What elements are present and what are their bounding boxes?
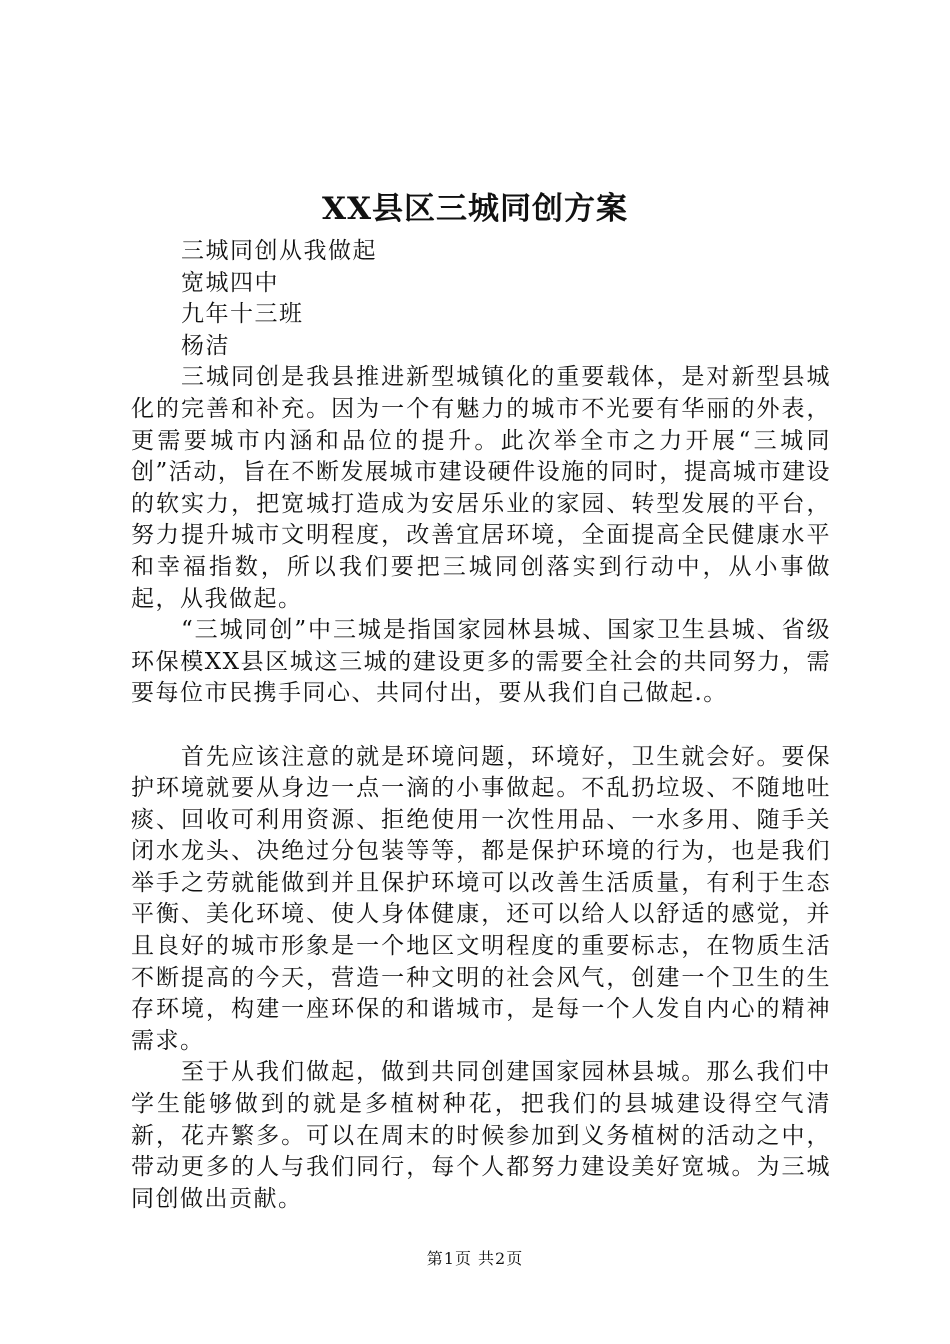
document-body	[131, 236, 831, 1215]
document-title: XX县区三城同创方案	[321, 191, 629, 227]
intro-line-school: 宽城四中	[181, 269, 279, 296]
intro-line-subtitle: 三城同创从我做起	[181, 238, 377, 264]
blank-line	[131, 710, 831, 742]
intro-line-author: 杨洁	[181, 332, 230, 359]
paragraph-3: 首先应该注意的就是环境问题，环境好，卫生就会好。要保护环境就要从身边一点一滴的小事做起。不乱扔垃圾、不随地吐痰、回收可利用资源、拒绝使用一次性用品、一水多用、随手关闭水龙头、决绝过分包装等等，都是保护环境的行为，也是我们举手之劳就能做到并且保护环境可以改善生活质量，有利于生态平衡、美化环境、使人身体健康，还可以给人以舒适的感觉，并且良好的城市形象是一个地区文明程度的重要标志，在物质生活不断提高的今天，营造一种文明的社会风气，创建一个卫生的生存环境，构建一座环保的和谐城市，是每一个人发自内心的精神需求。	[131, 743, 831, 1054]
page-number-footer: 第1页 共2页	[426, 1249, 524, 1268]
paragraph-4: 至于从我们做起，做到共同创建国家园林县城。那么我们中学生能够做到的就是多植树种花，把我们的县城建设得空气清新，花卉繁多。可以在周末的时候参加到义务植树的活动之中，带动更多的人与我们同行，每个人都努力建设美好宽城。为三城同创做出贡献。	[131, 1059, 831, 1212]
paragraph-1: 三城同创是我县推进新型城镇化的重要载体，是对新型县城化的完善和补充。因为一个有魅力的城市不光要有华丽的外表，更需要城市内涵和品位的提升。此次举全市之力开展“三城同创”活动，旨在不断发展城市建设硬件设施的同时，提高城市建设的软实力，把宽城打造成为安居乐业的家园、转型发展的平台，努力提升城市文明程度，改善宜居环境，全面提高全民健康水平和幸福指数，所以我们要把三城同创落实到行动中，从小事做起，从我做起。	[131, 364, 831, 612]
paragraph-2: “三城同创”中三城是指国家园林县城、国家卫生县城、省级环保模XX县区城这三城的建设更多的需要全社会的共同努力，需要每位市民携手同心、共同付出，要从我们自己做起.。	[131, 617, 831, 707]
intro-line-class: 九年十三班	[181, 301, 304, 328]
